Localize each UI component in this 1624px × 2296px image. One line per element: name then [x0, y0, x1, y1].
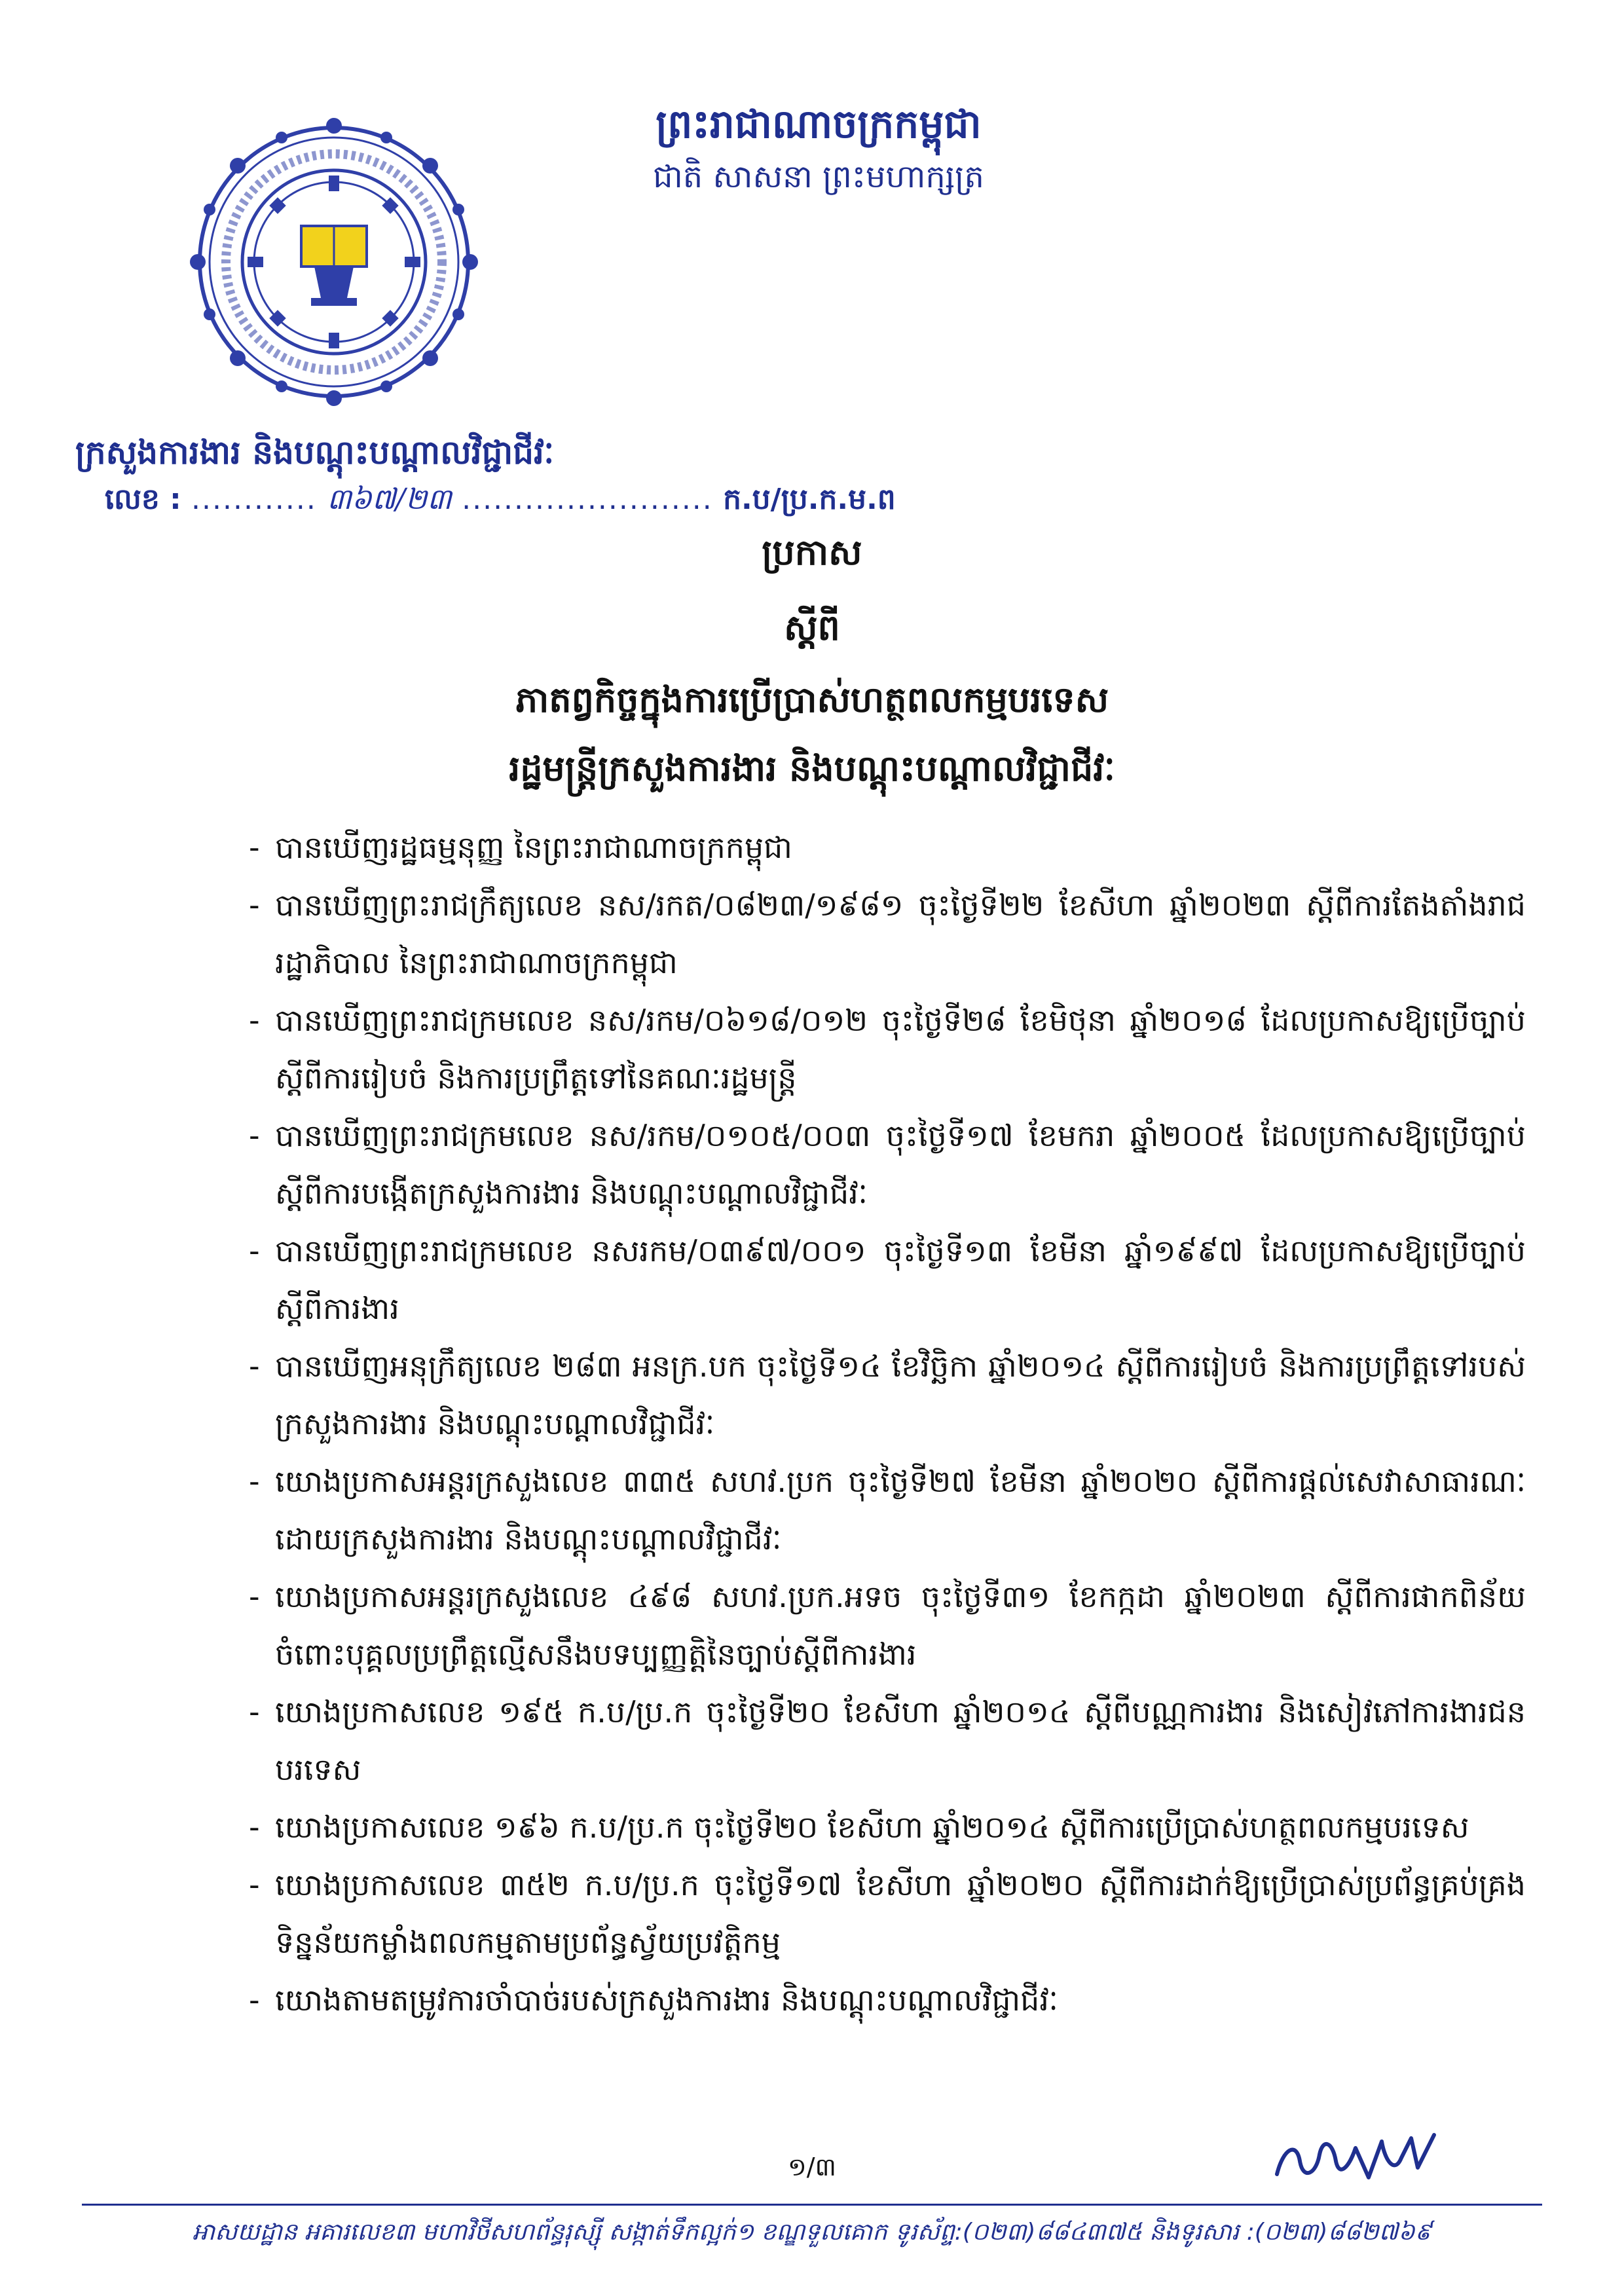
kingdom-header — [589, 98, 1048, 198]
document-type: ប្រកាស — [762, 532, 862, 573]
national-motto: ជាតិ សាសនា ព្រះមហាក្សត្រ — [653, 158, 984, 195]
reference-label: លេខ : — [105, 483, 181, 516]
page-number: ១/៣ — [787, 2153, 837, 2181]
ministry-name: ក្រសួងការងារ និងបណ្តុះបណ្តាលវិជ្ជាជីវៈ — [75, 434, 555, 472]
handwritten-initials-icon — [1270, 2122, 1441, 2194]
footer-divider — [82, 2204, 1542, 2206]
list-item: - បានឃើញព្រះរាជក្រមលេខ នសរកម/០៣៩៧/០០១ ចុះថ្ងៃទី១៣ ខែមីនា ឆ្នាំ១៩៩៧ ដែលប្រកាសឱ្យប្រើច្បាប់ស្តីពីការងារ — [249, 1222, 1526, 1337]
kingdom-title: ព្រះរាជាណាចក្រកម្ពុជា — [655, 102, 982, 147]
preamble-clauses — [249, 819, 1526, 2029]
list-item: - យោងប្រកាសលេខ ៣៥២ ក.ប/ប្រ.ក ចុះថ្ងៃទី១៧ ខែសីហា ឆ្នាំ២០២០ ស្តីពីការដាក់ឱ្យប្រើប្រាស់ប្រព័ន្ធគ្រប់គ្រងទិន្នន័យកម្លាំងពលកម្មតាមប្រព័ន្ធស្វ័យប្រវត្តិកម្ម — [249, 1856, 1526, 1971]
list-item: - យោងប្រកាសលេខ ១៩៦ ក.ប/ប្រ.ក ចុះថ្ងៃទី២០ ខែសីហា ឆ្នាំ២០១៤ ស្តីពីការប្រើប្រាស់ហត្ថពលកម្មបរទេស — [249, 1798, 1526, 1856]
reference-suffix: ក.ប/ប្រ.ក.ម.ព — [723, 483, 896, 516]
list-item: - យោងប្រកាសលេខ ១៩៥ ក.ប/ប្រ.ក ចុះថ្ងៃទី២០ ខែសីហា ឆ្នាំ២០១៤ ស្តីពីបណ្ណការងារ និងសៀវភៅការងារជនបរទេស — [249, 1683, 1526, 1798]
list-item: - យោងតាមតម្រូវការចាំបាច់របស់ក្រសួងការងារ និងបណ្តុះបណ្តាលវិជ្ជាជីវៈ — [249, 1971, 1526, 2029]
minister-title: រដ្ឋមន្ត្រីក្រសួងការងារ និងបណ្តុះបណ្តាលវិជ្ជាជីវៈ — [509, 748, 1115, 789]
list-item: - បានឃើញអនុក្រឹត្យលេខ ២៨៣ អនក្រ.បក ចុះថ្ងៃទី១៤ ខែវិច្ឆិកា ឆ្នាំ២០១៤ ស្តីពីការរៀបចំ និងការប្រព្រឹត្តទៅរបស់ក្រសួងការងារ និងបណ្តុះបណ្តាលវិជ្ជាជីវៈ — [249, 1337, 1526, 1453]
list-item: - យោងប្រកាសអន្តរក្រសួងលេខ ៣៣៥ សហវ.ប្រក ចុះថ្ងៃទី២៧ ខែមីនា ឆ្នាំ២០២០ ស្តីពីការផ្តល់សេវាសាធារណៈដោយក្រសួងការងារ និងបណ្តុះបណ្តាលវិជ្ជាជីវៈ — [249, 1453, 1526, 1568]
footer-address: អាសយដ្ឋាន អគារលេខ៣ មហាវិថីសហព័ន្ធរុស្ស៊ី សង្កាត់ទឹកល្អក់១ ខណ្ឌទួលគោក ទូរស័ព្ទ:(០២៣)៨៨៤៣៧៥ និងទូរសារ :(០២៣)៨៨២៧៦៩ — [192, 2219, 1432, 2246]
reference-dots: ............ — [191, 483, 317, 516]
reference-number: ៣៦៧/២៣ — [327, 483, 452, 516]
list-item: - យោងប្រកាសអន្តរក្រសួងលេខ ៤៩៨ សហវ.ប្រក.អទច ចុះថ្ងៃទី៣១ ខែកក្កដា ឆ្នាំ២០២៣ ស្តីពីការផាកពិន័យចំពោះបុគ្គលប្រព្រឹត្តល្មើសនឹងបទប្បញ្ញត្តិនៃច្បាប់ស្តីពីការងារ — [249, 1568, 1526, 1683]
list-item: - បានឃើញរដ្ឋធម្មនុញ្ញ នៃព្រះរាជាណាចក្រកម្ពុជា — [249, 819, 1526, 876]
list-item: - បានឃើញព្រះរាជក្រមលេខ នស/រកម/០១០៥/០០៣ ចុះថ្ងៃទី១៧ ខែមករា ឆ្នាំ២០០៥ ដែលប្រកាសឱ្យប្រើច្បាប់ស្តីពីការបង្កើតក្រសួងការងារ និងបណ្តុះបណ្តាលវិជ្ជាជីវៈ — [249, 1107, 1526, 1222]
list-item: - បានឃើញព្រះរាជក្រមលេខ នស/រកម/០៦១៨/០១២ ចុះថ្ងៃទី២៨ ខែមិថុនា ឆ្នាំ២០១៨ ដែលប្រកាសឱ្យប្រើច្បាប់ស្តីពីការរៀបចំ និងការប្រព្រឹត្តទៅនៃគណៈរដ្ឋមន្ត្រី — [249, 991, 1526, 1107]
about-label: ស្តីពី — [784, 607, 840, 648]
document-subject: ភាតព្វកិច្ចក្នុងការប្រើប្រាស់ហត្ថពលកម្មបរទេស — [515, 679, 1109, 720]
ministry-seal-icon — [183, 111, 485, 419]
reference-line: លេខ : ............ ៣៦៧/២៣ ........................ ក.ប/ប្រ.ក.ម.ព — [105, 483, 896, 516]
list-item: - បានឃើញព្រះរាជក្រឹត្យលេខ នស/រកត/០៨២៣/១៩៨១ ចុះថ្ងៃទី២២ ខែសីហា ឆ្នាំ២០២៣ ស្តីពីការតែងតាំងរាជរដ្ឋាភិបាល នៃព្រះរាជាណាចក្រកម្ពុជា — [249, 876, 1526, 991]
